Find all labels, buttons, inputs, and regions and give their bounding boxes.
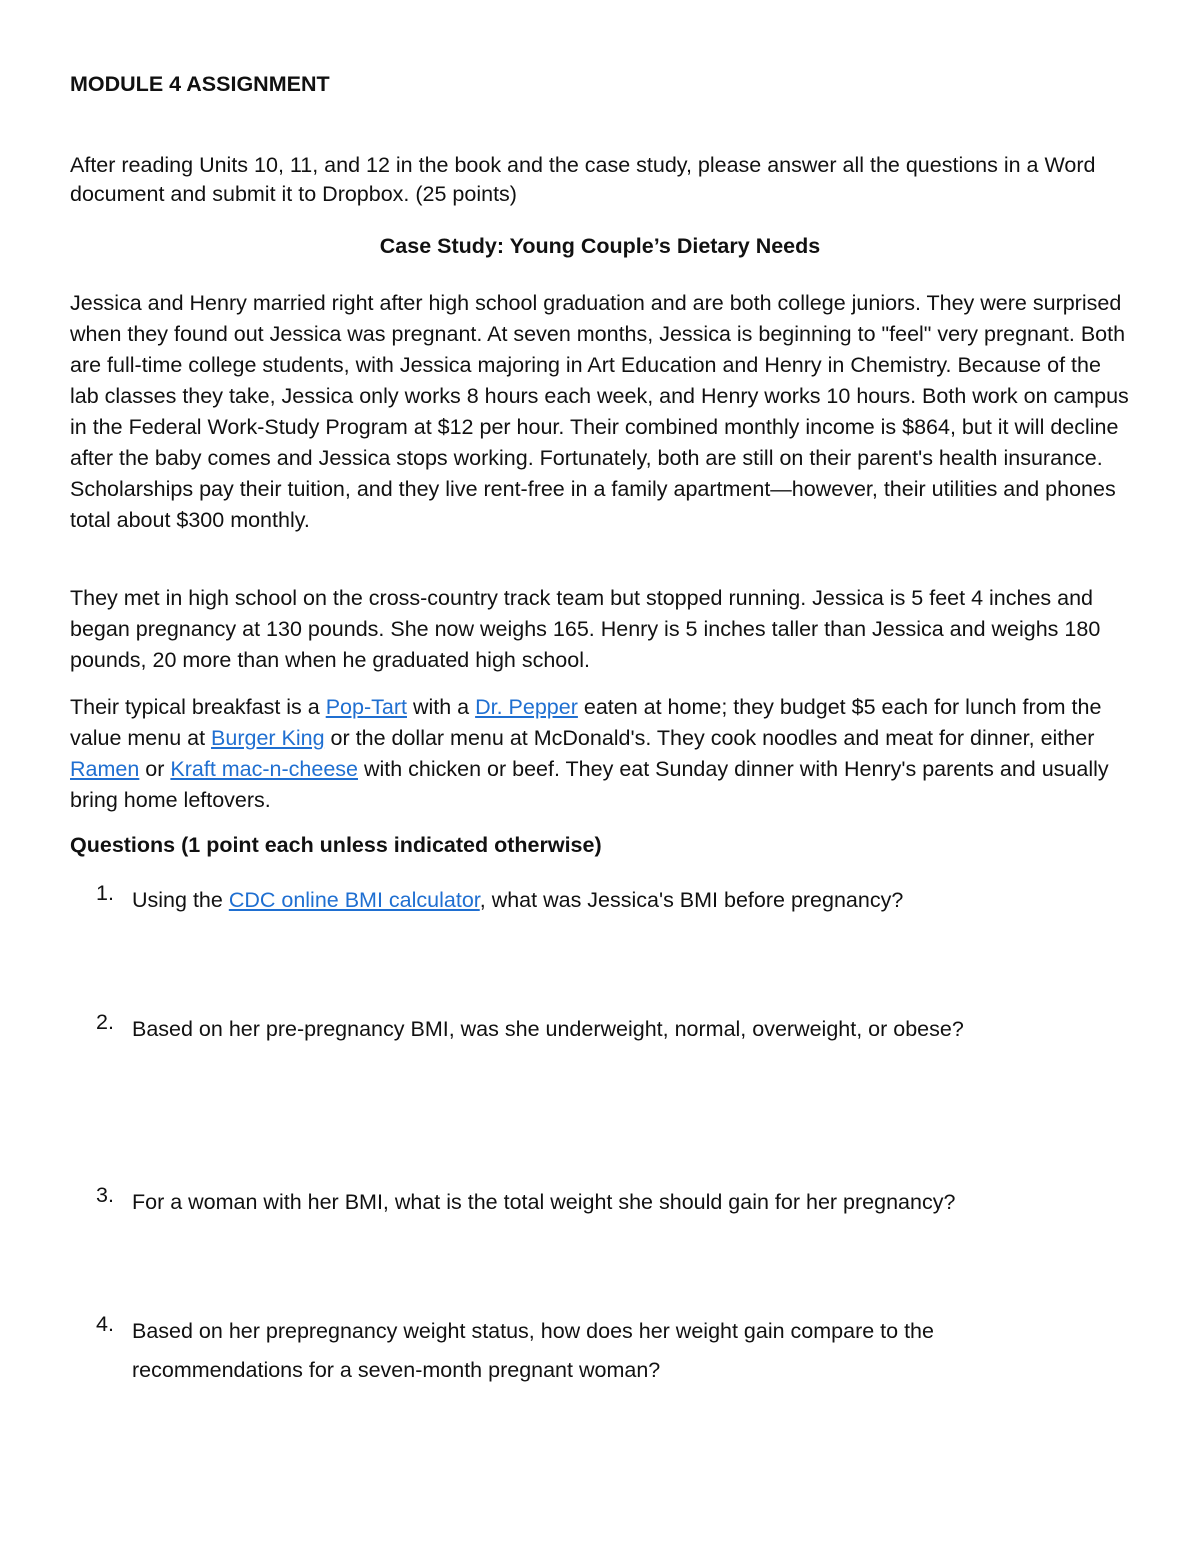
text-segment: Using the: [132, 888, 229, 912]
dr-pepper-link[interactable]: Dr. Pepper: [475, 695, 578, 719]
question-number: 2.: [96, 1010, 114, 1034]
text-segment: with chicken or beef. They eat Sunday dinner with Henry's parents and usually bring home leftovers.: [70, 757, 1109, 812]
case-study-paragraph-2: They met in high school on the cross-country track team but stopped running. Jessica is 5 feet 4 inches and began pregnancy at 130 pounds. She now weighs 165. Henry is 5 inches taller than Jessica and weighs 180 pounds, 20 more than when he graduated high school.: [70, 586, 1101, 672]
question-text: For a woman with her BMI, what is the total weight she should gain for her pregnancy?: [132, 1190, 956, 1214]
text-segment: eaten at home; they budget $5 each for lunch from the value menu at: [70, 695, 1102, 750]
case-study-title: Case Study: Young Couple’s Dietary Needs: [379, 234, 821, 258]
text-segment: or the dollar menu at McDonald's. They cook noodles and meat for dinner, either: [324, 726, 1095, 750]
question-text: Based on her prepregnancy weight status, how does her weight gain compare to the recommendations for a seven-month pregnant woman?: [132, 1319, 934, 1382]
case-study-paragraph-1: Jessica and Henry married right after high school graduation and are both college juniors. They were surprised when they found out Jessica was pregnant. At seven months, Jessica is beginning to "feel" very pregnant. Both are full-time college students, with Jessica majoring in Art Education and Henry in Chemistry. Because of the lab classes they take, Jessica only works 8 hours each week, and Henry works 10 hours. Both work on campus in the Federal Work-Study Program at $12 per hour. Their combined monthly income is $864, but it will decline after the baby comes and Jessica stops working. Fortunately, both are still on their parent's health insurance. Scholarships pay their tuition, and they live rent-free in a family apartment—however, their utilities and phones total about $300 monthly.: [70, 291, 1129, 532]
burger-king-link[interactable]: Burger King: [211, 726, 325, 750]
text-segment: or: [139, 757, 171, 781]
document-title: MODULE 4 ASSIGNMENT: [70, 72, 330, 96]
text-segment: , what was Jessica's BMI before pregnancy?: [479, 888, 904, 912]
text-segment: with a: [406, 695, 476, 719]
question-number: 1.: [96, 881, 114, 905]
question-number: 3.: [96, 1183, 114, 1207]
cdc-bmi-calculator-link[interactable]: CDC online BMI calculator: [228, 888, 480, 912]
ramen-link[interactable]: Ramen: [70, 757, 140, 781]
text-segment: Their typical breakfast is a: [70, 695, 326, 719]
question-text: [132, 881, 1092, 920]
case-study-paragraph-3: [70, 692, 1130, 816]
pop-tart-link[interactable]: Pop-Tart: [325, 695, 407, 719]
assignment-instructions: After reading Units 10, 11, and 12 in the book and the case study, please answer all the questions in a Word document and submit it to Dropbox. (25 points): [70, 153, 1096, 206]
question-text: Based on her pre-pregnancy BMI, was she underweight, normal, overweight, or obese?: [132, 1017, 964, 1041]
questions-heading: Questions (1 point each unless indicated otherwise): [70, 833, 602, 857]
question-number: 4.: [96, 1312, 114, 1336]
kraft-mac-n-cheese-link[interactable]: Kraft mac-n-cheese: [170, 757, 358, 781]
